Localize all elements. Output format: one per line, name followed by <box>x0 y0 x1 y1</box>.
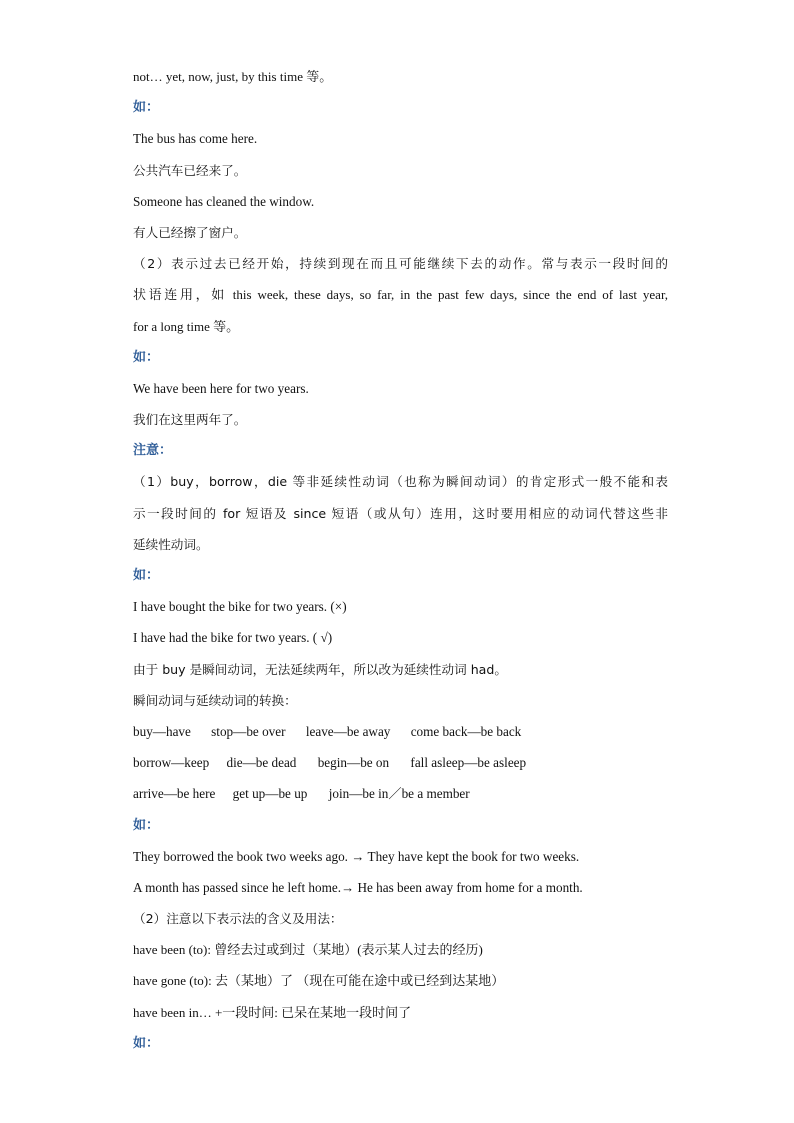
verb-pair-row <box>133 747 668 778</box>
note-paragraph-line: 示一段时间的 for 短语及 since 短语（或从句）连用，这时要用相应的动词代替这些非 <box>133 505 668 521</box>
example-sentence-en: A month has passed since he left home.→ He has been away from home for a month. <box>133 879 583 895</box>
rule-paragraph-line: for a long time 等。 <box>133 318 240 334</box>
example-sentence-wrong: I have bought the bike for two years. (×) <box>133 599 347 615</box>
example-translation-cn: 有人已经擦了窗户。 <box>133 224 247 240</box>
conversion-heading: 瞬间动词与延续动词的转换： <box>133 692 297 708</box>
example-sentence-en: The bus has come here. <box>133 131 258 147</box>
usage-line: have gone (to): 去（某地）了 （现在可能在途中或已经到达某地） <box>133 973 505 989</box>
verb-pair: stop—be over <box>211 723 286 739</box>
rule-paragraph-line: 状语连用，如 this week, these days, so far, in the past few days, since the end of last year, <box>133 287 668 303</box>
rule-paragraph-line: （2）表示过去已经开始，持续到现在而且可能继续下去的动作。常与表示一段时间的 <box>133 256 668 272</box>
example-label: 如： <box>133 568 160 583</box>
verb-pair: buy—have <box>133 723 191 739</box>
verb-pair: fall asleep—be asleep <box>410 755 527 771</box>
section-heading: （2）注意以下表示法的含义及用法： <box>133 911 343 927</box>
verb-pair: begin—be on <box>317 755 390 771</box>
verb-pair: get up—be up <box>232 786 308 802</box>
note-paragraph-line: （1）buy，borrow，die 等非延续性动词（也称为瞬间动词）的肯定形式一般不能和表 <box>133 474 668 490</box>
example-label: 如： <box>133 349 160 365</box>
example-label: 如： <box>133 817 160 833</box>
example-label: 如： <box>133 100 160 116</box>
example-sentence-en: We have been here for two years. <box>133 380 309 396</box>
example-translation-cn: 公共汽车已经来了。 <box>133 162 247 178</box>
example-sentence-correct: I have had the bike for two years. ( √) <box>133 630 333 646</box>
text-line-adverbs: not… yet, now, just, by this time 等。 <box>133 69 333 84</box>
verb-pair-row <box>133 716 668 747</box>
explanation-line: 由于 buy 是瞬间动词，无法延续两年，所以改为延续性动词 had。 <box>133 661 507 677</box>
document-page <box>133 61 668 1059</box>
verb-pair: borrow—keep <box>133 755 210 771</box>
note-paragraph-line: 延续性动词。 <box>133 536 209 552</box>
example-sentence-en: They borrowed the book two weeks ago. → They have kept the book for two weeks. <box>133 848 580 864</box>
verb-pair: arrive—be here <box>133 786 216 802</box>
verb-pair: die—be dead <box>226 755 297 771</box>
example-sentence-en: Someone has cleaned the window. <box>133 193 315 209</box>
verb-pair: join—be in／be a member <box>328 786 470 802</box>
example-label: 如： <box>133 1035 160 1051</box>
usage-line: have been in… +一段时间: 已呆在某地一段时间了 <box>133 1004 412 1020</box>
usage-line: have been (to): 曾经去过或到过（某地）(表示某人过去的经历) <box>133 942 483 958</box>
note-label: 注意： <box>133 443 173 459</box>
example-translation-cn: 我们在这里两年了。 <box>133 412 247 428</box>
verb-pair: leave—be away <box>305 723 391 739</box>
verb-pair-row <box>133 778 668 809</box>
verb-pair: come back—be back <box>410 723 522 739</box>
